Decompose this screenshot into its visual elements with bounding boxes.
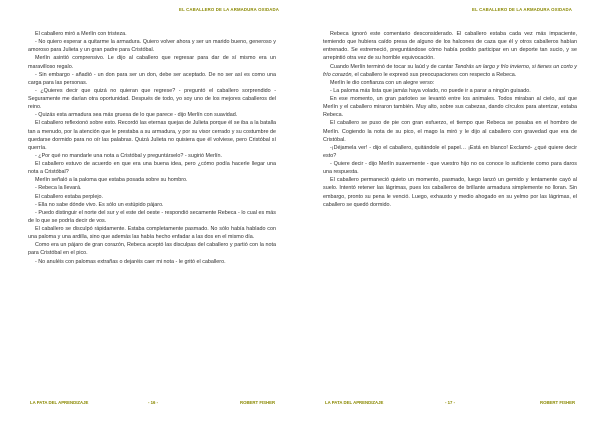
paragraph: - Ella no sabe dónde vivo. Es sólo un estúpido pájaro. bbox=[35, 201, 164, 208]
paragraph: El caballero se disculpó rápidamente. Estaba completamente pasmado. No sólo había hablado con una paloma y una ardilla, sino que además las había hecho enfadar a las dos en el mismo día. bbox=[28, 226, 276, 241]
paragraph-text: Cuando Merlín terminó de tocar su laúd y de cantar bbox=[330, 63, 455, 70]
paragraph: - Rebeca la llevará. bbox=[35, 185, 82, 192]
right-page bbox=[300, 0, 600, 424]
paragraph: - ¿Quieres decir que quizá no quieran que regrese? - preguntó el caballero sorprendido - Seguramente me darían otra oportunidad. Después de todo, yo soy uno de los mejores caballeros del reino. bbox=[28, 87, 276, 111]
paragraph-text: el caballero le expresó sus preocupaciones con respecto a Rebeca. bbox=[352, 71, 517, 78]
paragraph: - Quiere decir - dijo Merlín suavemente - que vuestro hijo no os conoce lo suficiente como para daros una respuesta. bbox=[323, 161, 577, 176]
paragraph: - No anuléis con palomas extrañas o dejaréis caer mi nota - le gritó el caballero. bbox=[35, 258, 226, 265]
paragraph: - Puedo distinguir el norte del sur y el este del oeste - respondió secamente Rebeca - lo cual es más de lo que se podría decir de vos. bbox=[28, 209, 276, 224]
page-number: - 16 - bbox=[148, 400, 159, 405]
running-header: EL CABALLERO DE LA ARMADURA OXIDADA bbox=[179, 7, 279, 12]
paragraph: - No quiero esperar a quitarme la armadura. Quiero volver ahora y ser un marido bueno, generoso y amoroso para Julieta y un gran padre para Cristóbal. bbox=[28, 39, 276, 54]
paragraph: El caballero permaneció quieto un momento, pasmado, luego lanzó un gemido y lentamente cayó al suelo. Intentó retener las lágrimas, pues los caballeros de brillante armadura simplemente no lloran. Sin embargo, pronto su pena le venció. Luego, exhausto y medio ahogado en su yelmo por las lágrimas, el caballero se quedó dormido. bbox=[323, 177, 577, 208]
paragraph: El caballero estaba perplejo. bbox=[35, 193, 104, 200]
paragraph: - Quizás esta armadura sea más gruesa de lo que parece - dijo Merlín con suavidad. bbox=[35, 112, 238, 119]
page-number: - 17 - bbox=[445, 400, 456, 405]
paragraph: - Sin embargo - añadió - un don para ser un don, debe ser aceptado. De no ser así es como una carga para las personas. bbox=[28, 71, 276, 86]
paragraph: Como era un pájaro de gran corazón, Rebeca aceptó las disculpas del caballero y partió con la nota para Cristóbal en el pico. bbox=[28, 242, 276, 257]
footer-book-title: LA PATA DEL APRENDIZAJE bbox=[325, 400, 384, 405]
footer-book-title: LA PATA DEL APRENDIZAJE bbox=[30, 400, 89, 405]
footer-author: ROBERT FISHER bbox=[540, 400, 576, 405]
paragraph: El caballero se puso de pie con gran esfuerzo, el tiempo que Rebeca se posaba en el hombro de Merlín. Cogiendo la nota de su pico, el mago la miró y le dijo al caballero con gravedad que era de Cristóbal. bbox=[323, 120, 577, 143]
paragraph: El caballero estuvo de acuerdo en que era una buena idea, pero ¿cómo podía hacerle llegar una nota a Cristóbal? bbox=[28, 161, 276, 176]
paragraph: En ese momento, un gran parloteo se levantó entre los animales. Todos miraban al cielo, así que Merlín y el caballero miraron también. Muy alto, sobre sus cabezas, dando círculos para aterrizar, estaba Rebeca. bbox=[323, 96, 577, 119]
paragraph: El caballero reflexionó sobre esto. Recordó las eternas quejas de Julieta porque él se iba a la batalla tan a menudo, por la atención que le prestaba a su armadura, y por su visor cerrado y su costumbre de quedarse dormido para no oír las palabras. Quizá Julieta no quisiera que él volviese, pero Cristóbal sí querría. bbox=[28, 120, 276, 151]
paragraph: -¡Déjamela ver! - dijo el caballero, quitándole el papel… ¡Está en blanco! Exclamó- ¿qué quiere decir esto? bbox=[323, 144, 577, 159]
paragraph: Rebeca ignoró este comentario desconsiderado. El caballero estaba cada vez más impaciente, temiendo que hubiera caído presa de alguno de los halcones de caza que él y otros caballeros habían entrenado. Se estremeció, preguntándose cómo había podido participar en un deporte tan sucio, y se arrepintió otra vez de su horrible equivocación. bbox=[323, 31, 577, 62]
paragraph: - ¿Por qué no mandarle una nota a Cristóbal y preguntárselo? - sugirió Merlín. bbox=[35, 152, 222, 159]
paragraph: - La paloma más lista que jamás haya volado, no puede ir a parar a ningún guisado. bbox=[330, 87, 531, 94]
footer-author: ROBERT FISHER bbox=[240, 400, 276, 405]
running-header: EL CABALLERO DE LA ARMADURA OXIDADA bbox=[472, 7, 572, 12]
paragraph: Merlín asintió comprensivo. Le dijo al caballero que regresar para dar de sí mismo era un maravilloso regalo. bbox=[28, 55, 276, 70]
paragraph: El caballero miró a Merlín con tristeza. bbox=[35, 31, 127, 37]
song-title: Tendrás un largo y frío invierno, si tienes un corto y frío corazón, bbox=[323, 63, 577, 78]
body-text bbox=[28, 30, 276, 266]
paragraph-with-song-title bbox=[323, 63, 577, 79]
paragraph: Merlín señaló a la paloma que estaba posada sobre su hombro. bbox=[35, 177, 188, 184]
body-text bbox=[323, 30, 577, 209]
paragraph: Merlín le dio confianza con un alegre verso: bbox=[330, 79, 435, 86]
